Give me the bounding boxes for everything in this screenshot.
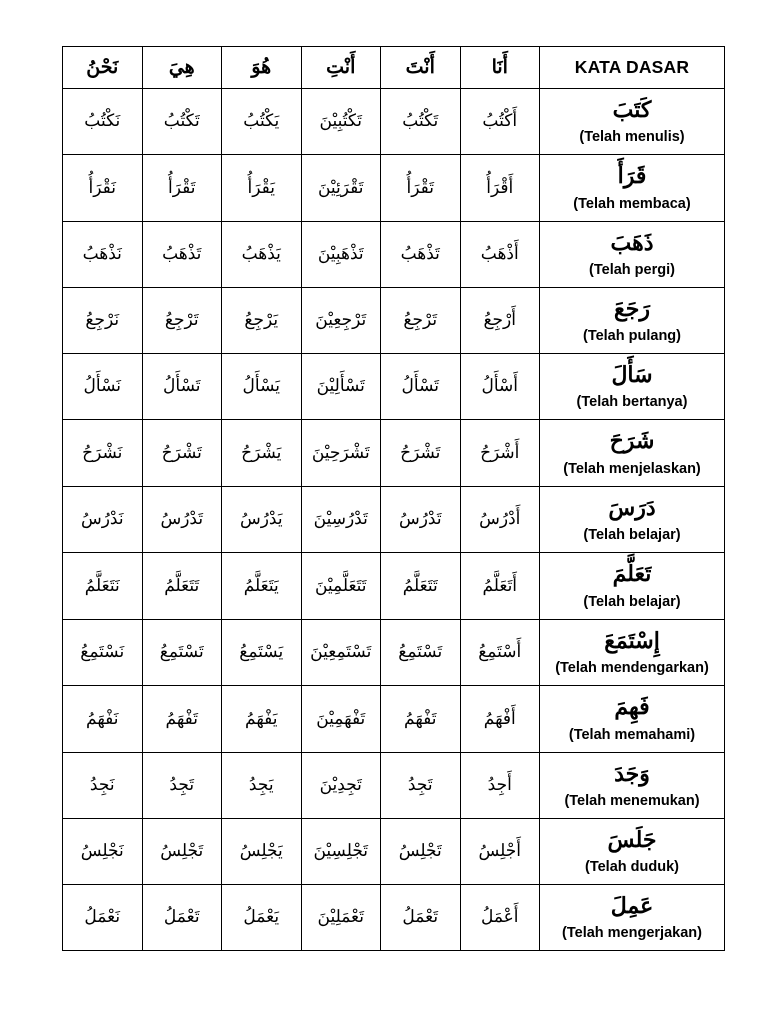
base-word-cell [540, 885, 725, 951]
verb-form-cell: يَسْتَمِعُ [222, 620, 302, 686]
table-row [63, 686, 725, 753]
verb-form-cell: يَجْلِسُ [222, 819, 302, 885]
base-word-cell [540, 222, 725, 288]
table-row [63, 753, 725, 819]
base-word-arabic: سَأَلَ [611, 361, 653, 388]
verb-form-cell: أَعْمَلُ [460, 885, 540, 951]
base-word-cell [540, 288, 725, 354]
base-word-cell [540, 89, 725, 155]
verb-form-cell: نَكْتُبُ [63, 89, 143, 155]
verb-form-cell: تَدْرُسُ [142, 487, 222, 553]
verb-form-cell: أَسْتَمِعُ [460, 620, 540, 686]
verb-form-cell: أَذْهَبُ [460, 222, 540, 288]
verb-form-cell: تَجِدِيْنَ [301, 753, 381, 819]
verb-form-cell: تَكْتُبِيْنَ [301, 89, 381, 155]
verb-form-cell: نَسْتَمِعُ [63, 620, 143, 686]
verb-form-cell: تَرْجِعِيْنَ [301, 288, 381, 354]
verb-form-cell: أَكْتُبُ [460, 89, 540, 155]
verb-form-cell: تَعْمَلُ [142, 885, 222, 951]
verb-form-cell: أَقْرَأُ [460, 155, 540, 222]
base-word-arabic: ذَهَبَ [610, 229, 654, 256]
verb-form-cell: تَذْهَبُ [142, 222, 222, 288]
base-word-meaning: (Telah bertanya) [576, 394, 688, 411]
verb-form-cell: تَفْهَمُ [381, 686, 461, 753]
pronoun-hiya: هِيَ [142, 47, 222, 89]
verb-form-cell: نَتَعَلَّمُ [63, 553, 143, 620]
verb-form-cell: نَعْمَلُ [63, 885, 143, 951]
verb-form-cell: يَسْأَلُ [222, 354, 302, 420]
verb-form-cell: تَسْأَلِيْنَ [301, 354, 381, 420]
verb-form-cell: تَجِدُ [381, 753, 461, 819]
verb-form-cell: نَسْأَلُ [63, 354, 143, 420]
table-row [63, 420, 725, 487]
verb-form-cell: أَجْلِسُ [460, 819, 540, 885]
base-word-arabic: قَرَأَ [617, 163, 647, 190]
table-row [63, 222, 725, 288]
pronoun-anta: أَنْتَ [381, 47, 461, 89]
base-word-arabic: إِسْتَمَعَ [604, 627, 660, 654]
verb-form-cell: تَعْمَلُ [381, 885, 461, 951]
base-word-arabic: عَمِلَ [610, 892, 654, 919]
verb-form-cell: نَجِدُ [63, 753, 143, 819]
verb-form-cell: تَتَعَلَّمُ [142, 553, 222, 620]
table-row [63, 553, 725, 620]
verb-form-cell: تَسْتَمِعُ [142, 620, 222, 686]
verb-form-cell: تَجِدُ [142, 753, 222, 819]
verb-form-cell: نَشْرَحُ [63, 420, 143, 487]
verb-form-cell: يَعْمَلُ [222, 885, 302, 951]
verb-form-cell: يَكْتُبُ [222, 89, 302, 155]
verb-form-cell: أَشْرَحُ [460, 420, 540, 487]
base-word-meaning: (Telah memahami) [568, 726, 696, 743]
base-word-meaning: (Telah menemukan) [564, 793, 700, 810]
base-word-meaning: (Telah pulang) [582, 328, 681, 345]
verb-form-cell: تَرْجِعُ [142, 288, 222, 354]
base-word-cell [540, 420, 725, 487]
verb-form-cell: يَشْرَحُ [222, 420, 302, 487]
verb-form-cell: تَدْرُسِيْنَ [301, 487, 381, 553]
table-row [63, 288, 725, 354]
conjugation-table [62, 46, 725, 951]
verb-form-cell: تَجْلِسُ [142, 819, 222, 885]
base-word-meaning: (Telah pergi) [589, 262, 675, 279]
table-row [63, 89, 725, 155]
base-word-arabic: تَعَلَّمَ [612, 561, 652, 588]
verb-form-cell: تَسْتَمِعُ [381, 620, 461, 686]
verb-form-cell: تَقْرَأُ [142, 155, 222, 222]
verb-form-cell: تَذْهَبِيْنَ [301, 222, 381, 288]
verb-form-cell: نَجْلِسُ [63, 819, 143, 885]
verb-form-cell: تَكْتُبُ [381, 89, 461, 155]
base-word-cell [540, 155, 725, 222]
table-row [63, 620, 725, 686]
verb-form-cell: نَرْجِعُ [63, 288, 143, 354]
base-word-cell [540, 620, 725, 686]
verb-form-cell: يَتَعَلَّمُ [222, 553, 302, 620]
base-word-arabic: وَجَدَ [614, 760, 650, 787]
verb-form-cell: أَدْرُسُ [460, 487, 540, 553]
verb-form-cell: يَدْرُسُ [222, 487, 302, 553]
verb-form-cell: أَرْجِعُ [460, 288, 540, 354]
verb-form-cell: تَشْرَحُ [381, 420, 461, 487]
verb-form-cell: تَقْرَأُ [381, 155, 461, 222]
table-row [63, 885, 725, 951]
verb-form-cell: نَذْهَبُ [63, 222, 143, 288]
verb-form-cell: يَفْهَمُ [222, 686, 302, 753]
verb-form-cell: تَعْمَلِيْنَ [301, 885, 381, 951]
verb-form-cell: تَدْرُسُ [381, 487, 461, 553]
base-word-arabic: رَجَعَ [614, 295, 650, 322]
verb-form-cell: تَشْرَحُ [142, 420, 222, 487]
verb-form-cell: تَقْرَئِيْنَ [301, 155, 381, 222]
verb-form-cell: تَكْتُبُ [142, 89, 222, 155]
verb-form-cell: أَجِدُ [460, 753, 540, 819]
table-row [63, 354, 725, 420]
verb-form-cell: نَقْرَأُ [63, 155, 143, 222]
base-word-cell [540, 686, 725, 753]
verb-form-cell: تَشْرَحِيْنَ [301, 420, 381, 487]
base-word-arabic: جَلَسَ [607, 826, 657, 853]
verb-form-cell: تَجْلِسِيْنَ [301, 819, 381, 885]
base-word-meaning: (Telah membaca) [573, 195, 691, 212]
base-word-arabic: دَرَسَ [608, 494, 656, 521]
pronoun-huwa: هُوَ [222, 47, 302, 89]
table-row [63, 487, 725, 553]
verb-form-cell: يَقْرَأُ [222, 155, 302, 222]
base-word-cell [540, 819, 725, 885]
base-word-meaning: (Telah belajar) [583, 527, 681, 544]
base-word-arabic: شَرَحَ [609, 428, 655, 455]
base-word-cell [540, 354, 725, 420]
base-word-cell [540, 753, 725, 819]
verb-form-cell: تَذْهَبُ [381, 222, 461, 288]
base-word-arabic: كَتَبَ [612, 96, 652, 123]
base-word-meaning: (Telah menulis) [579, 129, 685, 146]
verb-form-cell: يَذْهَبُ [222, 222, 302, 288]
base-word-meaning: (Telah mendengarkan) [555, 660, 709, 677]
base-word-meaning: (Telah belajar) [583, 593, 681, 610]
verb-form-cell: تَسْأَلُ [381, 354, 461, 420]
base-word-cell [540, 487, 725, 553]
verb-form-cell: تَتَعَلَّمُ [381, 553, 461, 620]
base-word-meaning: (Telah menjelaskan) [563, 460, 701, 477]
base-word-cell [540, 553, 725, 620]
pronoun-anti: أَنْتِ [301, 47, 381, 89]
base-word-meaning: (Telah duduk) [585, 859, 679, 876]
verb-form-cell: تَسْتَمِعِيْنَ [301, 620, 381, 686]
header-row [63, 47, 725, 89]
verb-form-cell: يَجِدُ [222, 753, 302, 819]
verb-form-cell: نَدْرُسُ [63, 487, 143, 553]
base-word-arabic: فَهِمَ [614, 694, 650, 721]
verb-form-cell: أَفْهَمُ [460, 686, 540, 753]
table-row [63, 155, 725, 222]
pronoun-ana: أَنَا [460, 47, 540, 89]
verb-form-cell: يَرْجِعُ [222, 288, 302, 354]
table-row [63, 819, 725, 885]
verb-form-cell: أَسْأَلُ [460, 354, 540, 420]
base-word-header: KATA DASAR [540, 47, 725, 89]
verb-form-cell: تَجْلِسُ [381, 819, 461, 885]
verb-form-cell: تَفْهَمِيْنَ [301, 686, 381, 753]
verb-form-cell: أَتَعَلَّمُ [460, 553, 540, 620]
verb-form-cell: تَفْهَمُ [142, 686, 222, 753]
verb-form-cell: تَسْأَلُ [142, 354, 222, 420]
verb-form-cell: تَرْجِعُ [381, 288, 461, 354]
verb-form-cell: نَفْهَمُ [63, 686, 143, 753]
base-word-meaning: (Telah mengerjakan) [562, 925, 702, 942]
pronoun-nahnu: نَحْنُ [63, 47, 143, 89]
verb-form-cell: تَتَعَلَّمِيْنَ [301, 553, 381, 620]
